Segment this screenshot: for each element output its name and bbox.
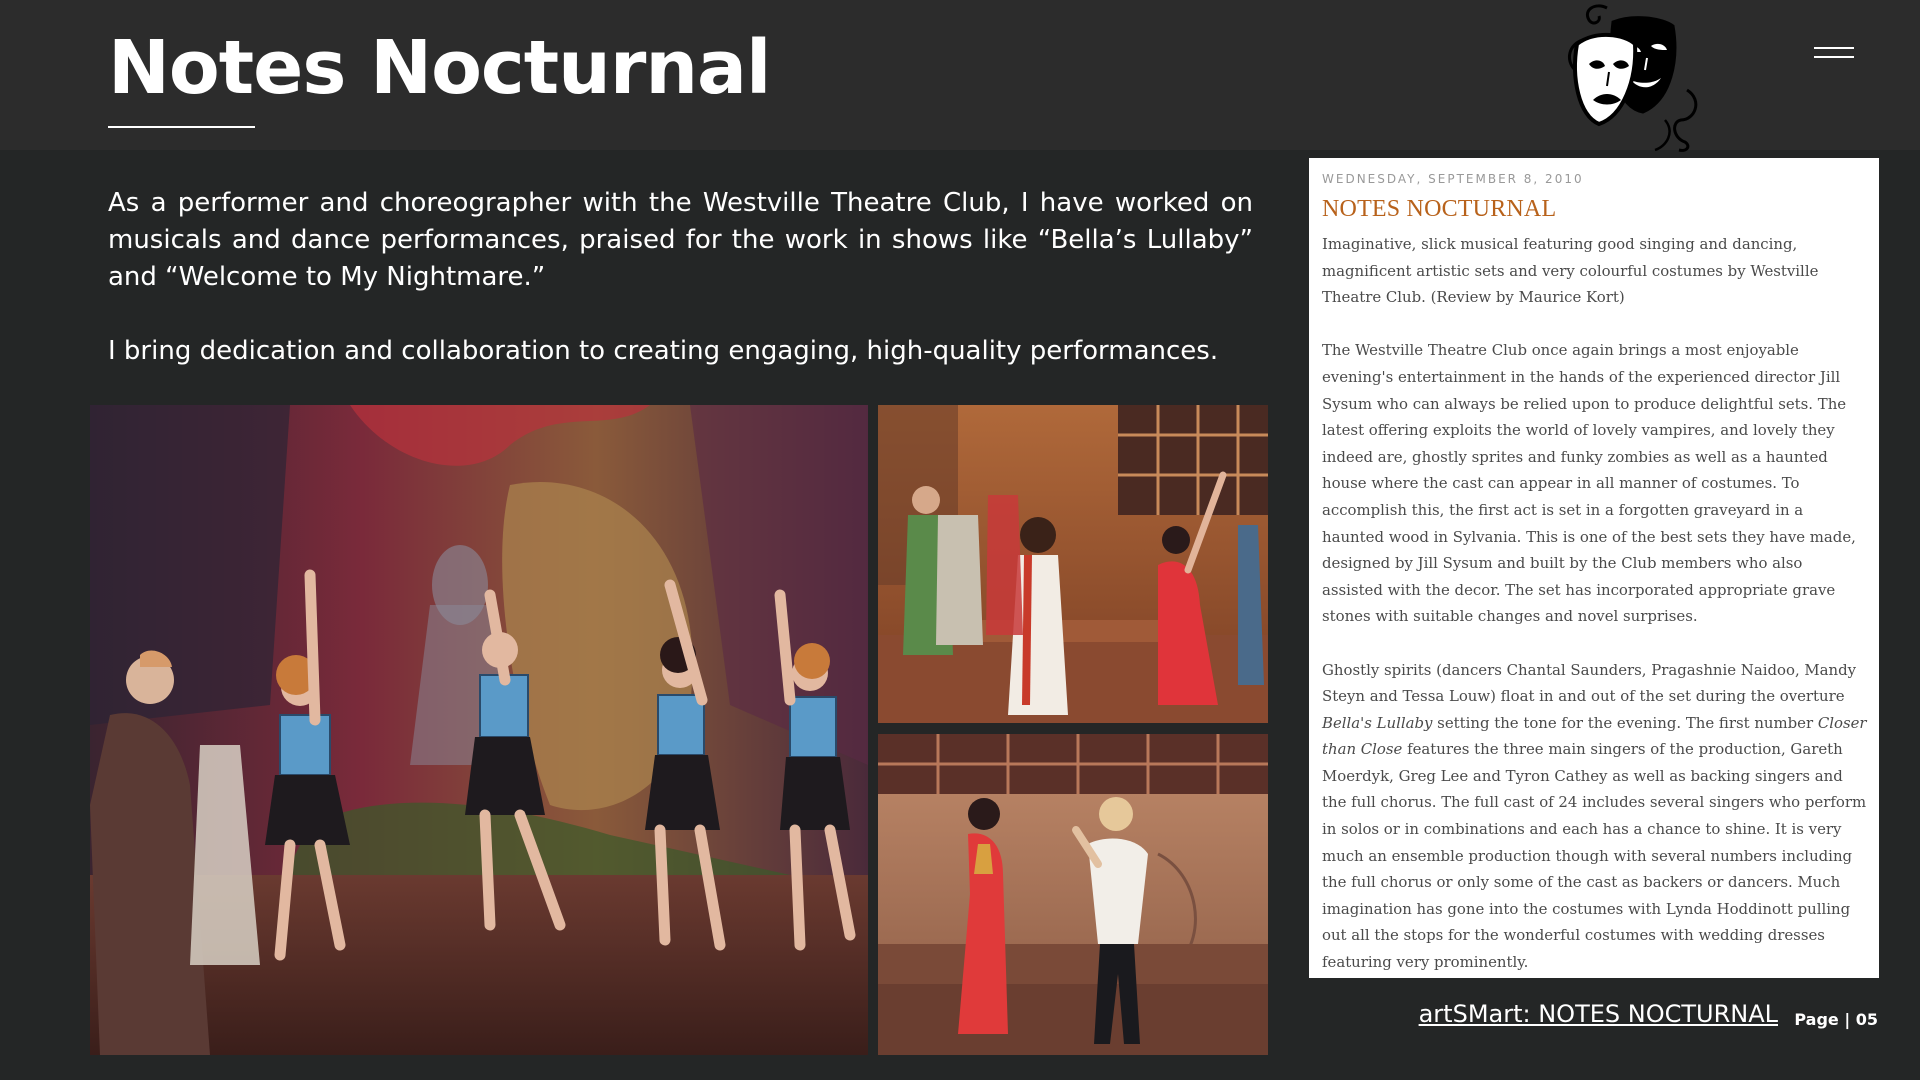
stage-photo-dancers [90,405,868,1055]
article-text: Ghostly spirits (dancers Chantal Saunders, Pragashnie Naidoo, Mandy Steyn and Tessa Louw) float in and out of the set during the overture [1322,660,1857,706]
stage-photo-duet [878,734,1268,1055]
article-paragraph [1322,657,1867,976]
menu-line [1814,47,1854,49]
article-paragraph: The Westville Theatre Club once again brings a most enjoyable evening's entertainment in the hands of the experienced director Jill Sysum who can always be relied upon to produce delightful sets. The latest offering exploits the world of lovely vampires, and lovely they indeed are, ghostly sprites and funky zombies as well as a haunted house where the cast can appear in all manner of costumes. To accomplish this, the first act is set in a forgotten graveyard in a haunted wood in Sylvania. This is one of the best sets they have made, designed by Jill Sysum and built by the Club members who also assisted with the decor. The set has incorporated appropriate grave stones with suitable changes and novel surprises. [1322,341,1856,626]
title-underline [108,126,255,128]
page-title: Notes Nocturnal [108,25,771,111]
footer-article-link[interactable]: artSMart: NOTES NOCTURNAL [1418,1000,1778,1028]
article-title: NOTES NOCTURNAL [1322,196,1557,222]
article-text: features the three main singers of the production, Gareth Moerdyk, Greg Lee and Tyron Cathey as well as backing singers and the full chorus. The full cast of 24 includes several singers who perform in solos or in combinations and each has a chance to shine. It is very much an ensemble production though with several numbers including the full chorus or only some of the cast as backers or dancers. Much imagination has gone into the costumes with Lynda Hoddinott pulling out all the stops for the wonderful costumes with wedding dresses featuring very prominently. [1322,740,1867,972]
article-song-title: Closer than Close [1322,713,1867,759]
hamburger-menu-icon[interactable] [1812,44,1856,64]
intro-paragraph-2: I bring dedication and collaboration to creating engaging, high-quality performances. [108,336,1219,366]
article-text: setting the tone for the evening. The first number [1432,713,1818,732]
stage-photo-singer [878,405,1268,723]
theatre-masks-icon [1555,0,1715,155]
review-article [1309,158,1879,978]
article-show-title: Bella's Lullaby [1322,713,1433,732]
article-date: WEDNESDAY, SEPTEMBER 8, 2010 [1322,172,1584,186]
menu-line [1814,56,1854,58]
article-paragraph: Imaginative, slick musical featuring good singing and dancing, magnificent artistic sets and very colourful costumes by Westville Theatre Club. (Review by Maurice Kort) [1322,235,1819,307]
page-number: Page | 05 [1794,1010,1878,1029]
intro-paragraph: As a performer and choreographer with the Westville Theatre Club, I have worked on musicals and dance performances, praised for the work in shows like “Bella’s Lullaby” and “Welcome to My Nightmare.” [108,188,1253,292]
